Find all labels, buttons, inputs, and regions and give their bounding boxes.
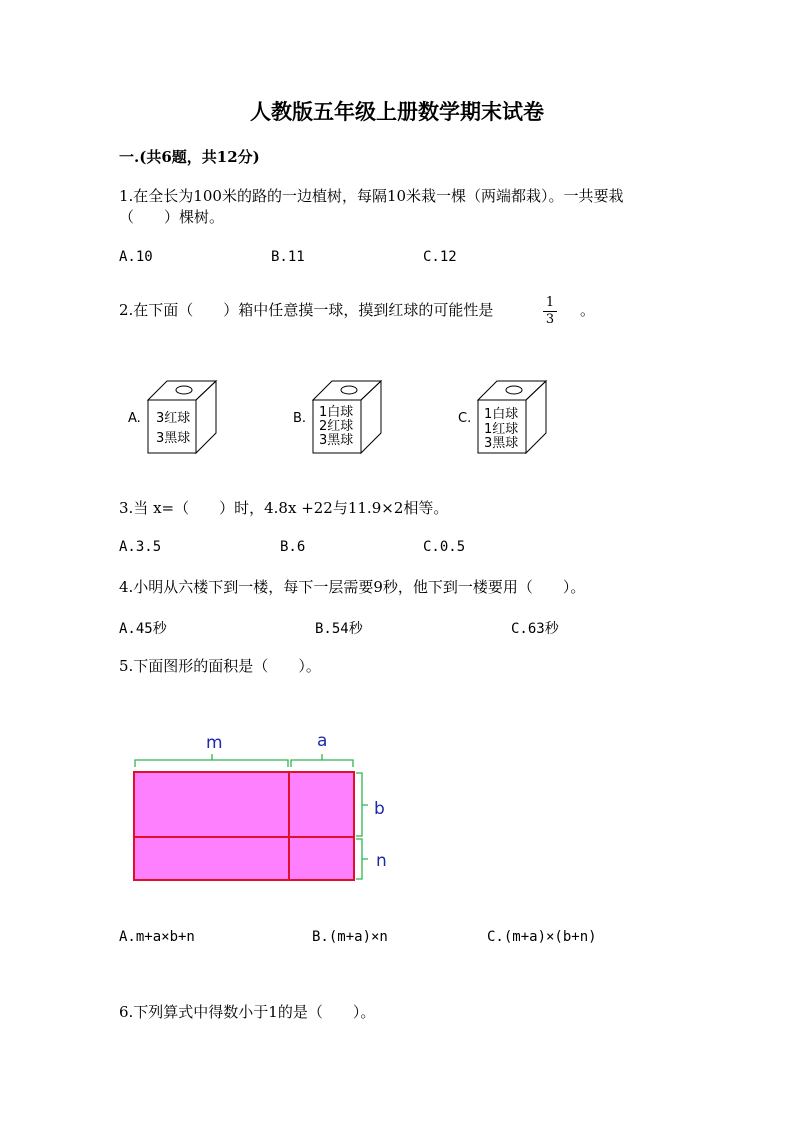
label-a: a	[317, 731, 328, 751]
brace-a	[291, 754, 353, 767]
box-a-label: A.	[128, 411, 141, 426]
q2-fraction-numerator: 1	[545, 295, 555, 310]
q4-text: 4.小明从六楼下到一楼，每下一层需要9秒，他下到一楼要用（ ）。	[119, 578, 586, 596]
q4-option-c[interactable]: C.63秒	[511, 621, 559, 637]
box-c-line-1: 1白球	[484, 407, 519, 422]
q5-rectangle	[134, 772, 354, 880]
label-m: m	[206, 733, 223, 753]
q5-rect-fill	[134, 772, 354, 880]
brace-n	[356, 839, 368, 879]
q1-option-c[interactable]: C.12	[423, 249, 457, 265]
box-c-line-2: 1红球	[484, 422, 519, 437]
q2-fraction	[543, 296, 557, 327]
label-n: n	[376, 851, 387, 871]
box-b-line-1: 1白球	[319, 405, 354, 420]
brace-m	[135, 754, 288, 767]
q5-option-b[interactable]: B.(m+a)×n	[312, 929, 388, 945]
box-b-line-3: 3黑球	[319, 433, 354, 448]
q3-text: 3.当 x=（ ）时，4.8x +22与11.9×2相等。	[119, 499, 449, 517]
box-a-line-2: 3黑球	[156, 431, 191, 446]
q3-option-a[interactable]: A.3.5	[119, 539, 162, 555]
q2-fraction-denominator: 3	[545, 312, 555, 327]
q6-text: 6.下列算式中得数小于1的是（ ）。	[119, 1003, 376, 1021]
q2-text-after: 。	[580, 301, 596, 319]
section-heading: 一.(共6题，共12分)	[119, 148, 260, 166]
page-title: 人教版五年级上册数学期末试卷	[250, 99, 544, 124]
label-b: b	[374, 799, 385, 819]
box-c-label: C.	[458, 411, 472, 426]
q1-text-line1: 1.在全长为100米的路的一边植树，每隔10米栽一棵（两端都栽）。一共要栽	[119, 187, 624, 205]
q4-option-a[interactable]: A.45秒	[119, 621, 167, 637]
box-a-line-1: 3红球	[156, 411, 191, 426]
box-b-line-2: 2红球	[319, 419, 354, 434]
q1-option-a[interactable]: A.10	[119, 249, 153, 265]
q3-option-c[interactable]: C.0.5	[423, 539, 466, 555]
q5-area-figure	[120, 725, 410, 890]
q1-text-line2: （ ）棵树。	[119, 208, 225, 226]
q4-option-b[interactable]: B.54秒	[315, 621, 363, 637]
q2-boxes-figure	[120, 370, 570, 462]
q1-option-b[interactable]: B.11	[271, 249, 305, 265]
q2-text: 2.在下面（ ）箱中任意摸一球，摸到红球的可能性是	[119, 301, 494, 319]
brace-b	[356, 773, 368, 836]
q3-option-b[interactable]: B.6	[280, 539, 306, 555]
box-b-label: B.	[293, 411, 307, 426]
box-c-line-3: 3黑球	[484, 436, 519, 451]
q5-text: 5.下面图形的面积是（ ）。	[119, 657, 321, 675]
q5-option-c[interactable]: C.(m+a)×(b+n)	[487, 929, 597, 945]
q5-option-a[interactable]: A.m+a×b+n	[119, 929, 195, 945]
